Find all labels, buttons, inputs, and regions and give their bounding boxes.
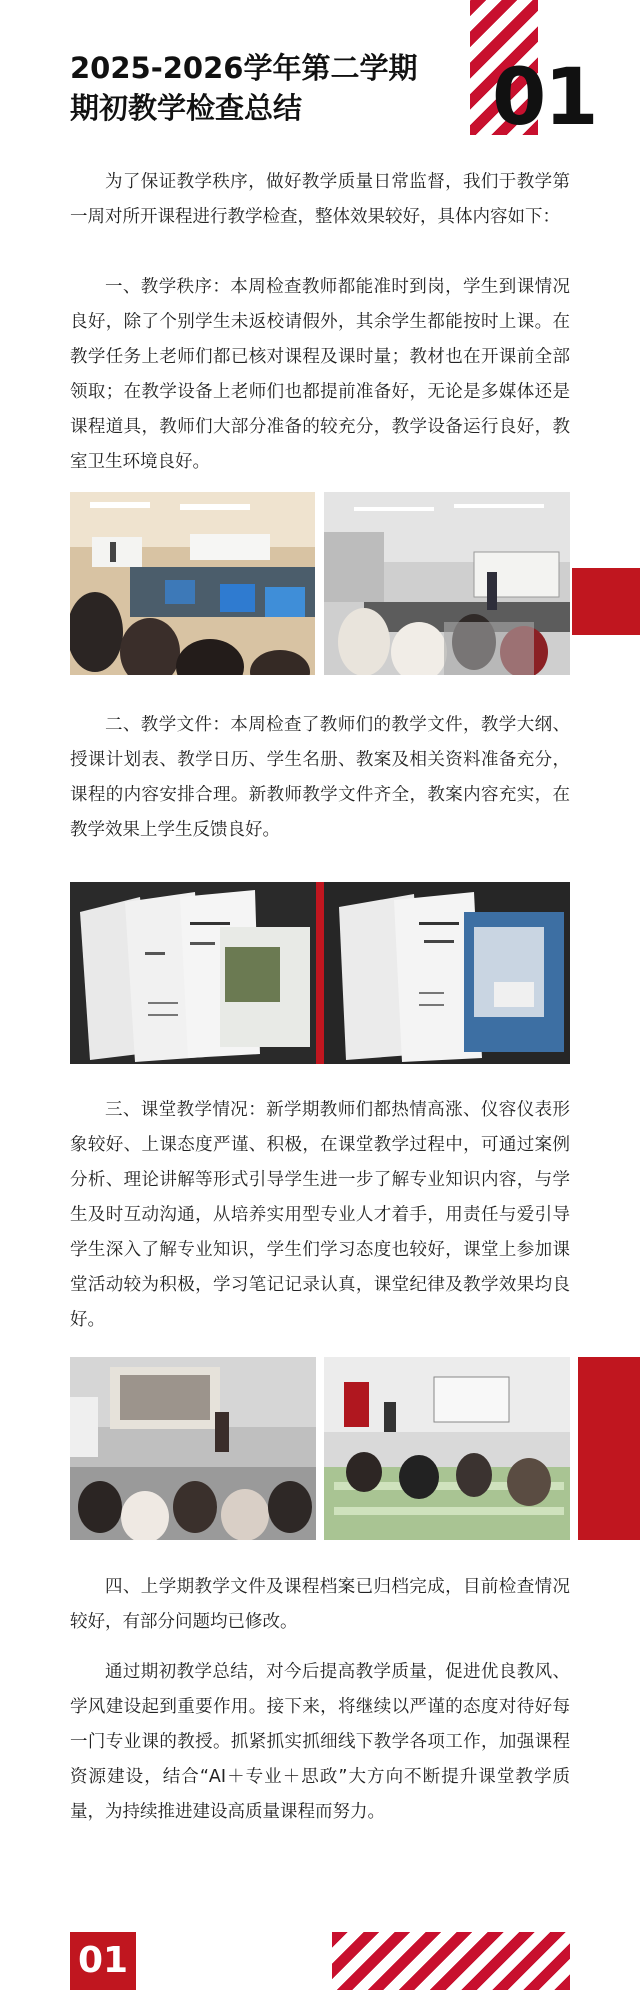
teaching-order-paragraph: 一、教学秩序：本周检查教师都能准时到岗，学生到课情况良好，除了个别学生未返校请假外，其余学生都能按时上课。在教学任务上老师们都已核对课程及课时量；教材也在开课前全部领取；在教学设备上老师们也都提前准备好，无论是多媒体还是课程道具，教师们大部分准备的较充分，教学设备运行良好，教室卫生环境良好。 (70, 277, 570, 472)
teaching-documents-photo-1 (70, 882, 316, 1064)
footer-section-number: 01 (70, 1932, 136, 1990)
classroom-teaching-paragraph: 三、课堂教学情况：新学期教师们都热情高涨、仪容仪表形象较好、上课态度严谨、积极，在课堂教学过程中，可通过案例分析、理论讲解等形式引导学生进一步了解专业知识内容，与学生及时互动沟通，从培养实用型专业人才着手，用责任与爱引导学生深入了解专业知识，学生们学习态度也较好，课堂上参加课堂活动较为积极，学习笔记记录认真，课堂纪律及教学效果均良好。 (70, 1100, 570, 1330)
section-number: 01 (492, 53, 597, 143)
divider-red-bar (316, 882, 324, 1064)
archive-paragraph: 四、上学期教学文件及课程档案已归档完成，目前检查情况较好，有部分问题均已修改。 (70, 1577, 570, 1632)
right-red-block-1 (572, 568, 640, 635)
intro-paragraph: 为了保证教学秩序，做好教学质量日常监督，我们于教学第一周对所开课程进行教学检查，整体效果较好，具体内容如下： (70, 172, 570, 227)
teaching-documents-paragraph: 二、教学文件：本周检查了教师们的教学文件，教学大纲、授课计划表、教学日历、学生名册、教案及相关资料准备充分，课程的内容安排合理。新教师教学文件齐全，教案内容充实，在教学效果上学生反馈良好。 (70, 715, 570, 840)
classroom-photo-lecture-hall (324, 492, 570, 675)
right-red-block-2 (578, 1357, 640, 1540)
classroom-photo-projection (70, 1357, 316, 1540)
footer-stripe-decoration (332, 1932, 570, 1990)
conclusion-paragraph: 通过期初教学总结，对今后提高教学质量，促进优良教风、学风建设起到重要作用。接下来，将继续以严谨的态度对待好每一门专业课的教授。抓紧抓实抓细线下教学各项工作，加强课程资源建设，结合“AI＋专业＋思政”大方向不断提升课堂教学质量，为持续推进建设高质量课程而努力。 (70, 1662, 570, 1822)
page-title: 2025-2026学年第二学期期初教学检查总结 (70, 51, 418, 125)
teaching-documents-photo-2 (324, 882, 570, 1064)
classroom-photo-computer-lab (70, 492, 315, 675)
classroom-photo-green-desks (324, 1357, 570, 1540)
